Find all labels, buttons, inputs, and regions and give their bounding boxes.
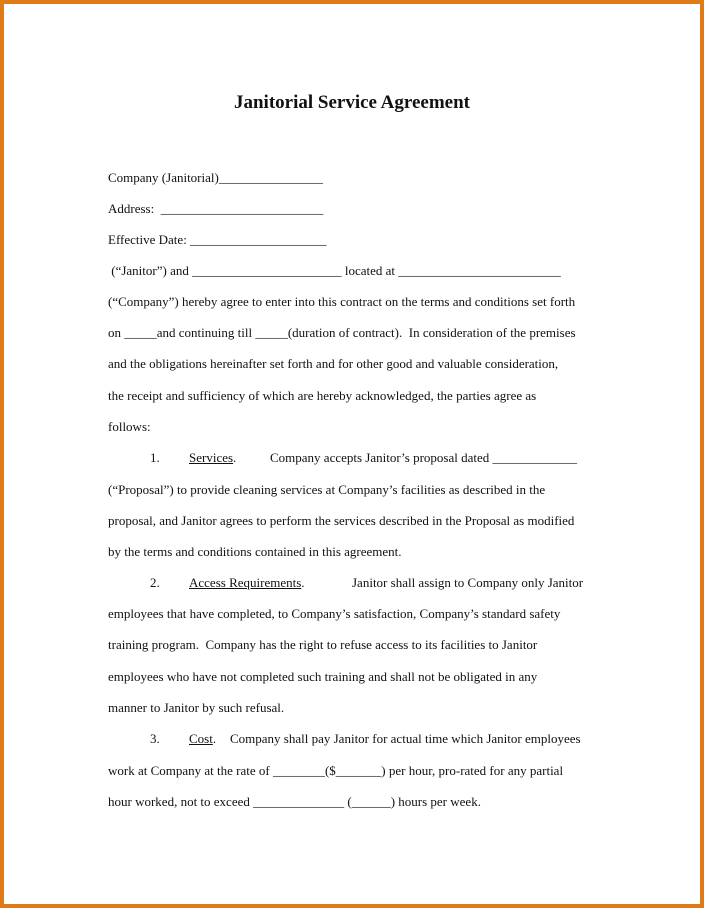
section-line: by the terms and conditions contained in this agreement.	[108, 544, 402, 559]
section-heading-text: Services	[189, 450, 234, 465]
intro-line: follows:	[108, 419, 151, 434]
section-line: work at Company at the rate of ________($_______) per hour, pro-rated for any partial	[108, 763, 564, 778]
section-number: 1.	[150, 450, 160, 465]
document-title: Janitorial Service Agreement	[233, 92, 471, 113]
section-line: training program. Company has the right to refuse access to its facilities to Janitor	[108, 637, 538, 652]
section-number: 3.	[150, 731, 160, 746]
intro-line: on _____and continuing till _____(duration of contract). In consideration of the premises	[108, 325, 576, 340]
section-number: 2.	[150, 575, 160, 590]
section-heading-suffix: .	[212, 731, 217, 746]
section-heading	[189, 450, 236, 466]
address-field: Address: _________________________	[108, 201, 324, 216]
section-heading-suffix: .	[233, 450, 237, 465]
section-heading	[189, 731, 216, 747]
intro-line: (“Company”) hereby agree to enter into this contract on the terms and conditions set forth	[108, 294, 576, 309]
section-first-line: Company accepts Janitor’s proposal dated _____________	[270, 450, 578, 465]
section-line: hour worked, not to exceed ______________ (______) hours per week.	[108, 794, 481, 809]
intro-line: (“Janitor”) and _______________________ located at _________________________	[108, 263, 561, 278]
section-heading	[189, 575, 305, 591]
section-line: (“Proposal”) to provide cleaning services at Company’s facilities as described in the	[108, 482, 546, 497]
company-field: Company (Janitorial)________________	[108, 170, 323, 185]
intro-line: the receipt and sufficiency of which are hereby acknowledged, the parties agree as	[108, 388, 537, 403]
section-line: employees that have completed, to Company’s satisfaction, Company’s standard safety	[108, 606, 561, 621]
section-heading-text: Cost	[189, 731, 213, 746]
section-line: manner to Janitor by such refusal.	[108, 700, 285, 715]
effective-date-field: Effective Date: _____________________	[108, 232, 327, 247]
section-first-line: Company shall pay Janitor for actual time which Janitor employees	[230, 731, 581, 746]
section-line: proposal, and Janitor agrees to perform the services described in the Proposal as modified	[108, 513, 575, 528]
section-heading-text: Access Requirements	[189, 575, 302, 590]
section-line: employees who have not completed such training and shall not be obligated in any	[108, 669, 538, 684]
section-first-line: Janitor shall assign to Company only Janitor	[352, 575, 584, 590]
intro-line: and the obligations hereinafter set forth and for other good and valuable consideration,	[108, 356, 559, 371]
section-heading-suffix: .	[301, 575, 305, 590]
